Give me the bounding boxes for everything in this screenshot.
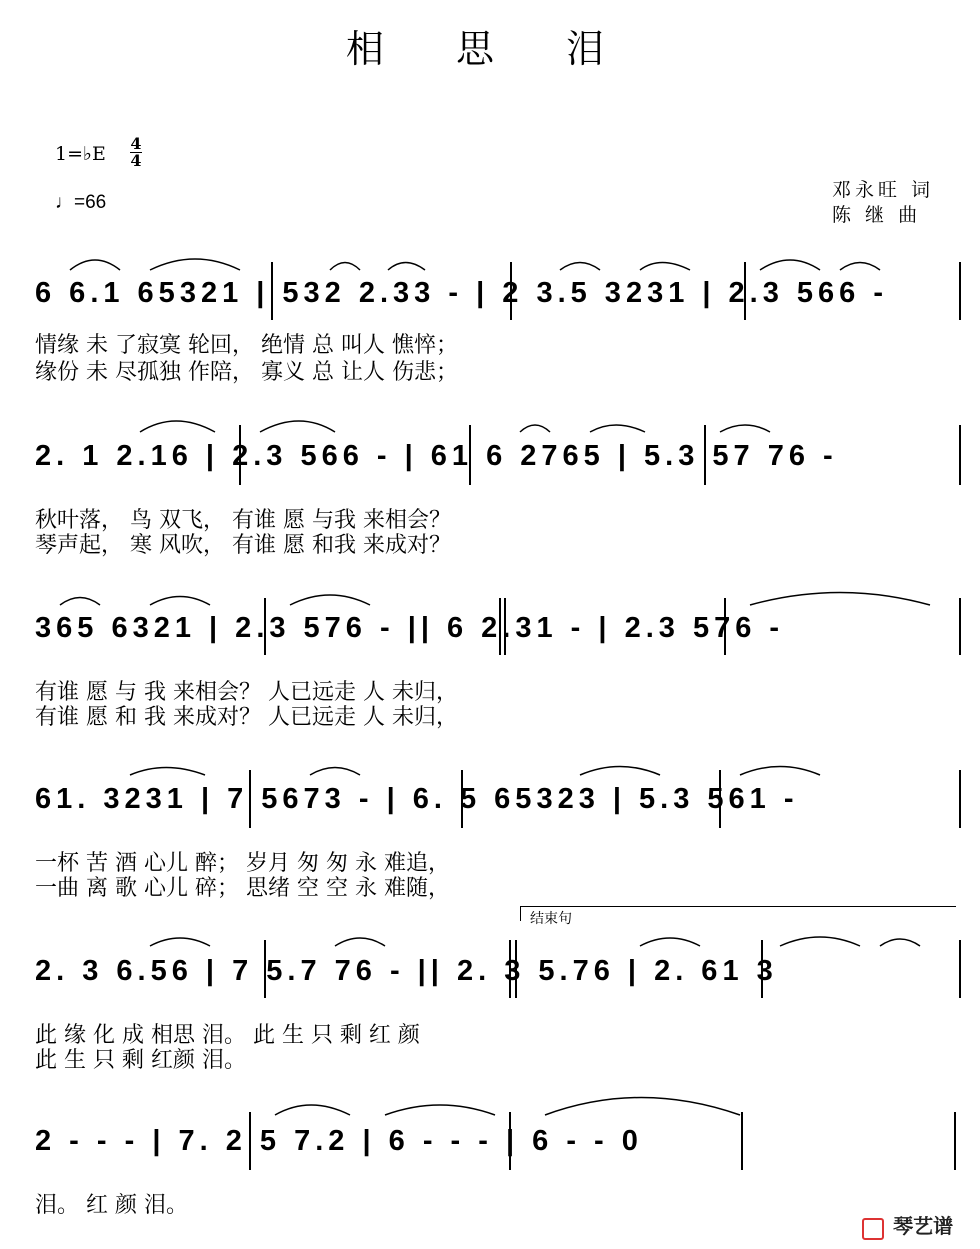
notes-row-1: 6 6.1 65321 | 532 2.33 - | 2 3.5 3231 | 2.3 566 -: [35, 277, 889, 309]
notes-row-2: 2. 1 2.16 | 2.3 566 - | 61 6 2765 | 5.3 57 76 -: [35, 440, 838, 472]
composer-credit: 陈 继 曲: [832, 204, 922, 226]
site-logo: [862, 1210, 953, 1240]
lyric-line-4b: 一曲 离 歌 心儿 碎； 思绪 空 空 永 难随，: [35, 876, 450, 901]
song-title: 相 思 泪: [345, 27, 635, 71]
logo-text: 琴艺谱: [893, 1214, 954, 1238]
notes-row-5: 2. 3 6.56 | 7 5.7 76 - || 2. 3 5.76 | 2. 61 3: [35, 955, 778, 987]
time-signature-top: 4: [130, 134, 142, 153]
lyric-line-1a: 情缘 未 了寂寞 轮回， 绝情 总 叫人 憔悴；: [35, 333, 458, 358]
notes-row-3: 365 6321 | 2.3 576 - || 6 2.31 - | 2.3 576 -: [35, 612, 785, 644]
lyric-line-6a: 泪。 红 颜 泪。: [35, 1193, 188, 1218]
notes-row-4: 61. 3231 | 7 5673 - | 6. 5 65323 | 5.3 561 -: [35, 783, 799, 815]
notes-row-6: 2 - - - | 7. 2 5 7.2 | 6 - - - | 6 - - 0: [35, 1125, 643, 1157]
logo-mark-icon: [862, 1218, 884, 1240]
lyric-line-3a: 有谁 愿 与 我 来相会？ 人已远走 人 未归，: [35, 680, 458, 705]
lyricist-credit: 邓永旺 词: [832, 179, 935, 201]
lyric-line-3b: 有谁 愿 和 我 来成对？ 人已远走 人 未归，: [35, 705, 458, 730]
key-signature: 1=♭E: [55, 143, 106, 165]
lyric-line-4a: 一杯 苦 酒 心儿 醉； 岁月 匆 匆 永 难追，: [35, 851, 450, 876]
tempo-marking: ♩=66: [55, 192, 107, 213]
end-section-label: 结束句: [530, 911, 572, 927]
lyric-line-5b: 此 生 只 剩 红颜 泪。: [35, 1048, 246, 1073]
lyric-line-2a: 秋叶落， 鸟 双飞， 有谁 愿 与我 来相会？: [35, 508, 451, 533]
lyric-line-5a: 此 缘 化 成 相思 泪。 此 生 只 剩 红 颜: [35, 1023, 420, 1048]
lyric-line-1b: 缘份 未 尽孤独 作陪， 寡义 总 让人 伤悲；: [35, 360, 458, 385]
lyric-line-2b: 琴声起， 寒 风吹， 有谁 愿 和我 来成对？: [35, 533, 451, 558]
time-signature-bottom: 4: [130, 151, 142, 170]
